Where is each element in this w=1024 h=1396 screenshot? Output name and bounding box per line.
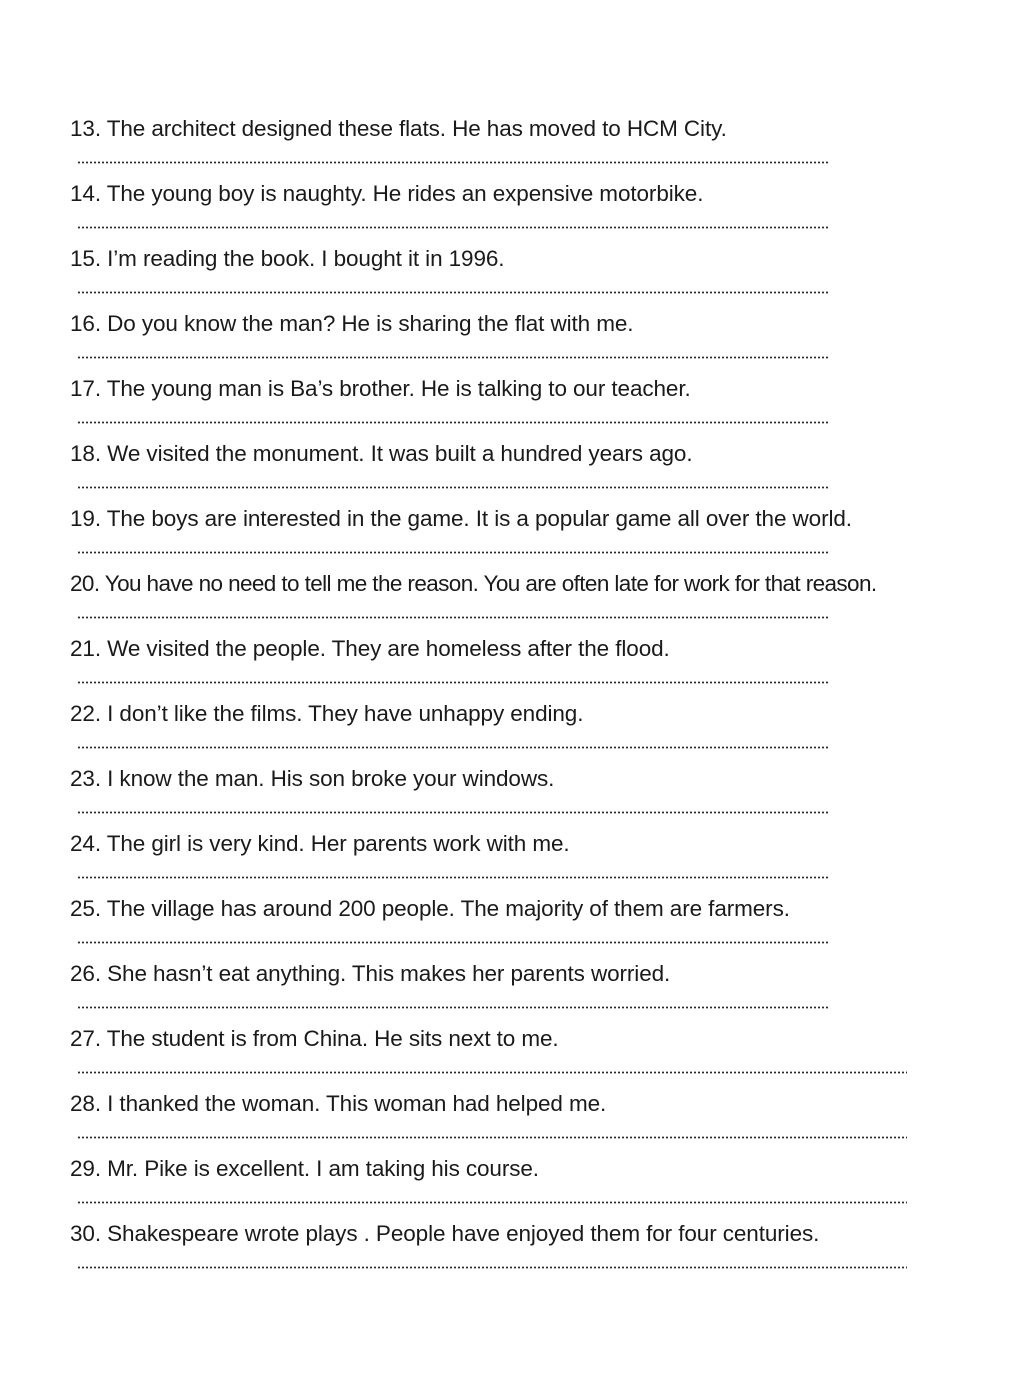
question-text: 28. I thanked the woman. This woman had helped me.: [70, 1091, 607, 1116]
question-text: 25. The village has around 200 people. The majority of them are farmers.: [70, 896, 790, 921]
question-text: 19. The boys are interested in the game. It is a popular game all over the world.: [70, 506, 852, 531]
answer-line[interactable]: [77, 876, 828, 879]
answer-line[interactable]: [77, 811, 828, 814]
answer-line[interactable]: [77, 681, 828, 684]
question-text: 23. I know the man. His son broke your windows.: [70, 766, 555, 791]
worksheet: [0, 112, 1024, 1282]
exercise-item-18: [0, 437, 1024, 502]
answer-line[interactable]: [77, 356, 828, 359]
exercise-item-28: [0, 1087, 1024, 1152]
answer-line[interactable]: [77, 1006, 828, 1009]
answer-line[interactable]: [77, 1201, 907, 1204]
answer-line[interactable]: [77, 616, 828, 619]
question-text: 15. I’m reading the book. I bought it in 1996.: [70, 246, 505, 271]
exercise-item-20: [0, 567, 1024, 632]
exercise-item-17: [0, 372, 1024, 437]
exercise-item-21: [0, 632, 1024, 697]
exercise-item-13: [0, 112, 1024, 177]
exercise-item-24: [0, 827, 1024, 892]
answer-line[interactable]: [77, 486, 828, 489]
answer-line[interactable]: [77, 551, 828, 554]
exercise-item-15: [0, 242, 1024, 307]
exercise-item-22: [0, 697, 1024, 762]
exercise-item-29: [0, 1152, 1024, 1217]
question-text: 21. We visited the people. They are homeless after the flood.: [70, 636, 670, 661]
exercise-item-30: [0, 1217, 1024, 1282]
answer-line[interactable]: [77, 1266, 907, 1269]
exercise-item-16: [0, 307, 1024, 372]
question-text: 18. We visited the monument. It was built a hundred years ago.: [70, 441, 693, 466]
question-text: 29. Mr. Pike is excellent. I am taking his course.: [70, 1156, 539, 1181]
exercise-item-26: [0, 957, 1024, 1022]
question-text: 17. The young man is Ba’s brother. He is talking to our teacher.: [70, 376, 691, 401]
answer-line[interactable]: [77, 291, 828, 294]
question-text: 20. You have no need to tell me the reason. You are often late for work for that reason.: [70, 571, 877, 596]
exercise-item-14: [0, 177, 1024, 242]
question-text: 13. The architect designed these flats. He has moved to HCM City.: [70, 116, 727, 141]
answer-line[interactable]: [77, 421, 828, 424]
question-text: 22. I don’t like the films. They have unhappy ending.: [70, 701, 584, 726]
question-text: 27. The student is from China. He sits next to me.: [70, 1026, 559, 1051]
exercise-item-27: [0, 1022, 1024, 1087]
question-text: 16. Do you know the man? He is sharing the flat with me.: [70, 311, 634, 336]
answer-line[interactable]: [77, 161, 828, 164]
question-text: 30. Shakespeare wrote plays . People have enjoyed them for four centuries.: [70, 1221, 820, 1246]
answer-line[interactable]: [77, 1136, 907, 1139]
answer-line[interactable]: [77, 941, 828, 944]
question-text: 26. She hasn’t eat anything. This makes her parents worried.: [70, 961, 671, 986]
exercise-item-23: [0, 762, 1024, 827]
question-text: 24. The girl is very kind. Her parents work with me.: [70, 831, 570, 856]
answer-line[interactable]: [77, 226, 828, 229]
question-text: 14. The young boy is naughty. He rides an expensive motorbike.: [70, 181, 704, 206]
exercise-item-19: [0, 502, 1024, 567]
exercise-item-25: [0, 892, 1024, 957]
answer-line[interactable]: [77, 746, 828, 749]
answer-line[interactable]: [77, 1071, 907, 1074]
